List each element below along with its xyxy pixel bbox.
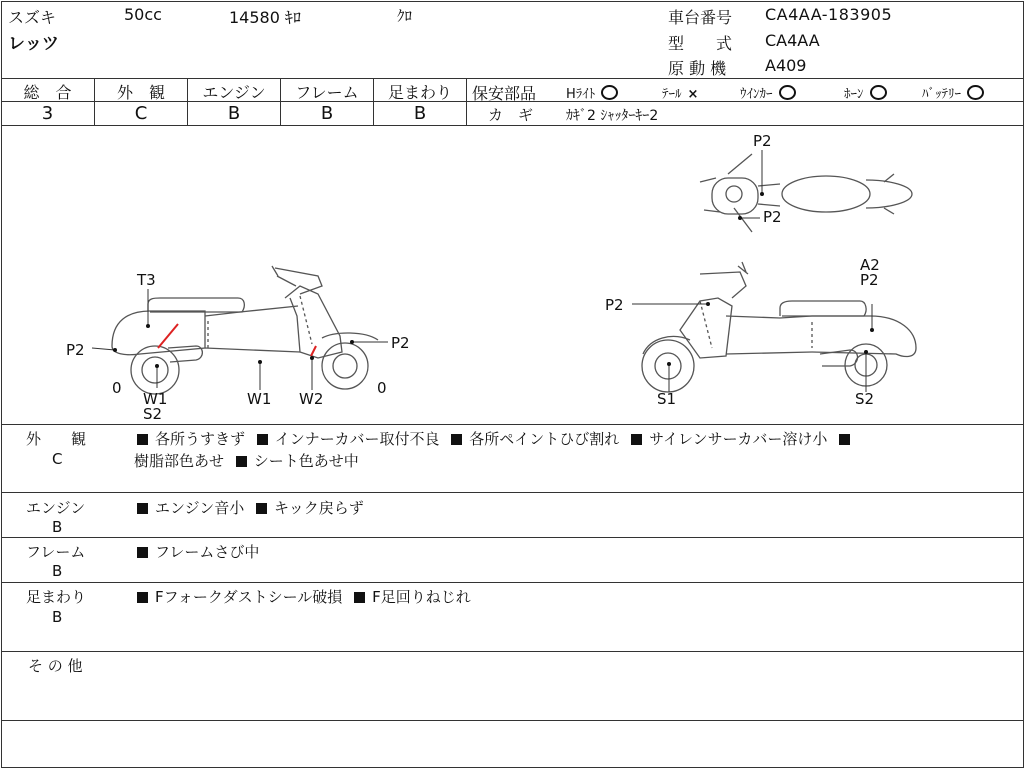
damage-label: S1	[657, 390, 677, 408]
remark: Fフォークダストシール破損	[155, 588, 343, 606]
remark: サイレンサーカバー溶け小	[649, 430, 828, 448]
section-title-other: そ の 他	[28, 657, 83, 675]
divider	[1, 537, 1023, 538]
divider	[466, 78, 467, 126]
frame-no: CA4AA-183905	[765, 5, 893, 24]
remarks-suspension	[137, 586, 471, 607]
ng-cross-icon: ×	[687, 87, 699, 102]
remark: フレームさび中	[155, 543, 260, 561]
safety-item-label: ﾃｰﾙ	[662, 87, 682, 102]
grade-header-exterior: 外 観	[116, 83, 165, 102]
bullet-square-icon	[257, 434, 268, 445]
engine-value: A409	[765, 56, 807, 75]
damage-label: W1	[247, 390, 272, 408]
damage-label: W1	[143, 390, 168, 408]
ok-circle-icon	[967, 85, 984, 100]
bullet-square-icon	[137, 547, 148, 558]
bullet-square-icon	[137, 434, 148, 445]
model-name: レッツ	[8, 34, 59, 54]
engine-label: 原 動 機	[668, 59, 727, 78]
remarks-frame	[137, 541, 259, 562]
damage-label: P2	[753, 132, 772, 150]
bullet-square-icon	[451, 434, 462, 445]
remark: 樹脂部色あせ	[134, 452, 225, 470]
divider	[1, 424, 1023, 425]
bullet-square-icon	[137, 592, 148, 603]
mileage: 14580 ｷﾛ	[229, 8, 301, 27]
bullet-square-icon	[137, 503, 148, 514]
grade-total: 3	[41, 103, 54, 124]
divider	[1, 651, 1023, 652]
section-title-exterior: 外 観	[26, 430, 87, 448]
frame-no-label: 車台番号	[668, 8, 733, 27]
key-value: ｶｷﾞ2 ｼｬｯﾀｰｷｰ2	[566, 108, 659, 124]
ok-circle-icon	[779, 85, 796, 100]
divider	[1, 720, 1023, 721]
safety-item-winker	[740, 83, 796, 102]
damage-label: P2	[605, 296, 624, 314]
bullet-square-icon	[839, 434, 850, 445]
bullet-square-icon	[236, 456, 247, 467]
divider	[1, 492, 1023, 493]
ok-circle-icon	[870, 85, 887, 100]
section-grade-frame: B	[52, 562, 63, 580]
damage-label: T3	[137, 271, 156, 289]
remarks-exterior-line2	[134, 450, 359, 471]
grade-header-engine: エンジン	[202, 83, 266, 102]
remark: エンジン音小	[155, 499, 245, 517]
divider	[1, 582, 1023, 583]
type-label: 型 式	[668, 34, 733, 53]
scooter-top-view	[700, 154, 912, 232]
safety-item-battery	[922, 83, 984, 102]
safety-item-tail	[662, 83, 698, 102]
damage-label: P2	[763, 208, 782, 226]
section-grade-engine: B	[52, 518, 63, 536]
remark: F足回りねじれ	[372, 588, 471, 606]
grade-engine: B	[227, 103, 241, 124]
safety-title: 保安部品	[472, 84, 537, 103]
safety-item-label: ﾊﾞｯﾃﾘｰ	[922, 87, 961, 102]
grade-suspension: B	[413, 103, 427, 124]
bullet-square-icon	[354, 592, 365, 603]
remarks-exterior-line1	[137, 428, 857, 449]
safety-item-horn	[844, 83, 887, 102]
damage-label: S2	[855, 390, 875, 408]
type-value: CA4AA	[765, 31, 820, 50]
section-title-suspension: 足まわり	[26, 588, 87, 606]
remarks-engine	[137, 497, 364, 518]
damage-label: P2	[391, 334, 410, 352]
ok-circle-icon	[601, 85, 618, 100]
displacement: 50cc	[124, 5, 162, 24]
safety-item-label: ｳｲﾝｶｰ	[740, 87, 773, 102]
color: ｸﾛ	[397, 7, 413, 25]
remark: シート色あせ中	[253, 452, 359, 470]
bullet-square-icon	[256, 503, 267, 514]
section-grade-suspension: B	[52, 608, 63, 626]
remark: キック戻らず	[274, 499, 364, 517]
damage-label: S2	[143, 405, 163, 423]
key-label: カ ギ	[488, 106, 534, 124]
remark: 各所うすきず	[155, 430, 246, 448]
bullet-square-icon	[631, 434, 642, 445]
damage-label: 0	[377, 379, 387, 397]
remark: インナーカバー取付不良	[274, 430, 440, 448]
safety-item-label: Hﾗｲﾄ	[566, 87, 596, 102]
remark: 各所ペイントひび割れ	[469, 430, 620, 448]
safety-item-headlight	[566, 83, 618, 102]
grade-exterior: C	[134, 103, 148, 124]
section-title-engine: エンジン	[26, 499, 86, 517]
damage-label: 0	[112, 379, 122, 397]
divider	[1, 78, 1023, 79]
section-grade-exterior: C	[52, 450, 63, 468]
damage-label: A2	[860, 256, 880, 274]
grade-header-frame: フレーム	[295, 83, 359, 102]
damage-label: W2	[299, 390, 324, 408]
grade-frame: B	[320, 103, 334, 124]
section-title-frame: フレーム	[26, 543, 86, 561]
damage-label: P2	[860, 271, 879, 289]
safety-item-label: ﾎｰﾝ	[844, 87, 864, 102]
damage-label: P2	[66, 341, 85, 359]
grade-header-total: 総 合	[23, 83, 72, 102]
grade-header-suspension: 足まわり	[387, 83, 452, 102]
maker: スズキ	[8, 8, 57, 27]
